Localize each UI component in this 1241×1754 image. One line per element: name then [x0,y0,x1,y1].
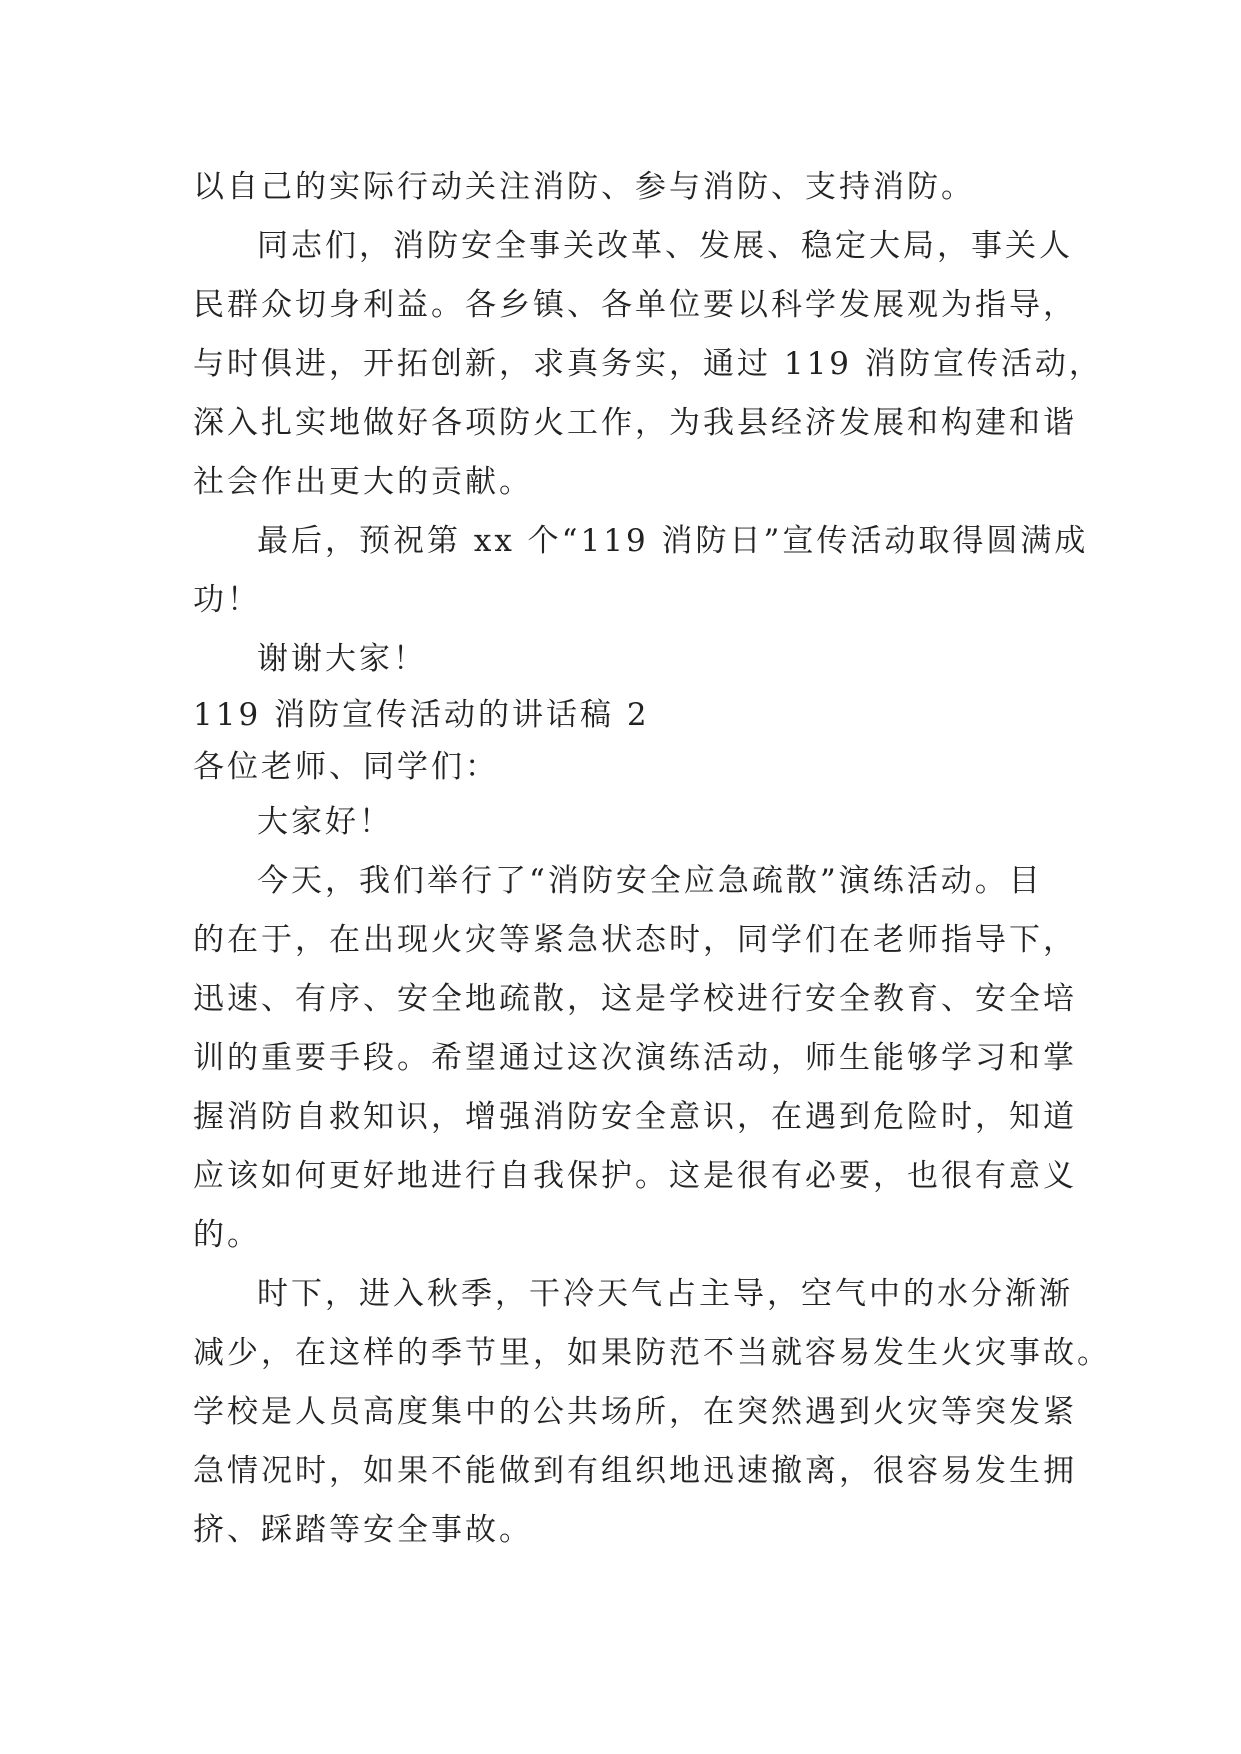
text-line: 握消防自救知识，增强消防安全意识，在遇到危险时，知道 [193,1099,1077,1135]
text-line: 迅速、有序、安全地疏散，这是学校进行安全教育、安全培 [193,981,1077,1017]
paragraph-start-line: 最后，预祝第 xx 个“119 消防日”宣传活动取得圆满成 [257,523,1089,559]
text-line: 应该如何更好地进行自我保护。这是很有必要，也很有意义 [193,1158,1077,1194]
text-line: 急情况时，如果不能做到有组织地迅速撤离，很容易发生拥 [193,1453,1077,1489]
paragraph-start-line: 同志们，消防安全事关改革、发展、稳定大局，事关人 [257,228,1073,264]
text-line: 社会作出更大的贡献。 [193,464,533,500]
text-line: 与时俱进，开拓创新，求真务实，通过 119 消防宣传活动， [193,346,1103,382]
text-line: 功！ [193,582,261,618]
document-body [193,158,1111,1560]
salutation-line: 各位老师、同学们： [193,749,499,785]
text-line: 训的重要手段。希望通过这次演练活动，师生能够学习和掌 [193,1040,1077,1076]
text-line: 学校是人员高度集中的公共场所，在突然遇到火灾等突发紧 [193,1394,1077,1430]
paragraph-start-line: 时下，进入秋季，干冷天气占主导，空气中的水分渐渐 [257,1276,1073,1312]
text-line: 深入扎实地做好各项防火工作，为我县经济发展和构建和谐 [193,405,1077,441]
text-line: 民群众切身利益。各乡镇、各单位要以科学发展观为指导， [193,287,1077,323]
text-line: 减少，在这样的季节里，如果防范不当就容易发生火灾事故。 [193,1335,1111,1371]
text-line: 的。 [193,1217,261,1253]
paragraph-start-line: 今天，我们举行了“消防安全应急疏散”演练活动。目 [257,863,1043,899]
text-line: 的在于，在出现火灾等紧急状态时，同学们在老师指导下， [193,922,1077,958]
section-title: 119 消防宣传活动的讲话稿 2 [193,697,650,733]
thanks-line: 谢谢大家！ [257,641,427,677]
text-line: 以自己的实际行动关注消防、参与消防、支持消防。 [193,169,975,205]
text-line: 挤、踩踏等安全事故。 [193,1512,533,1548]
greeting-line: 大家好！ [257,804,393,840]
